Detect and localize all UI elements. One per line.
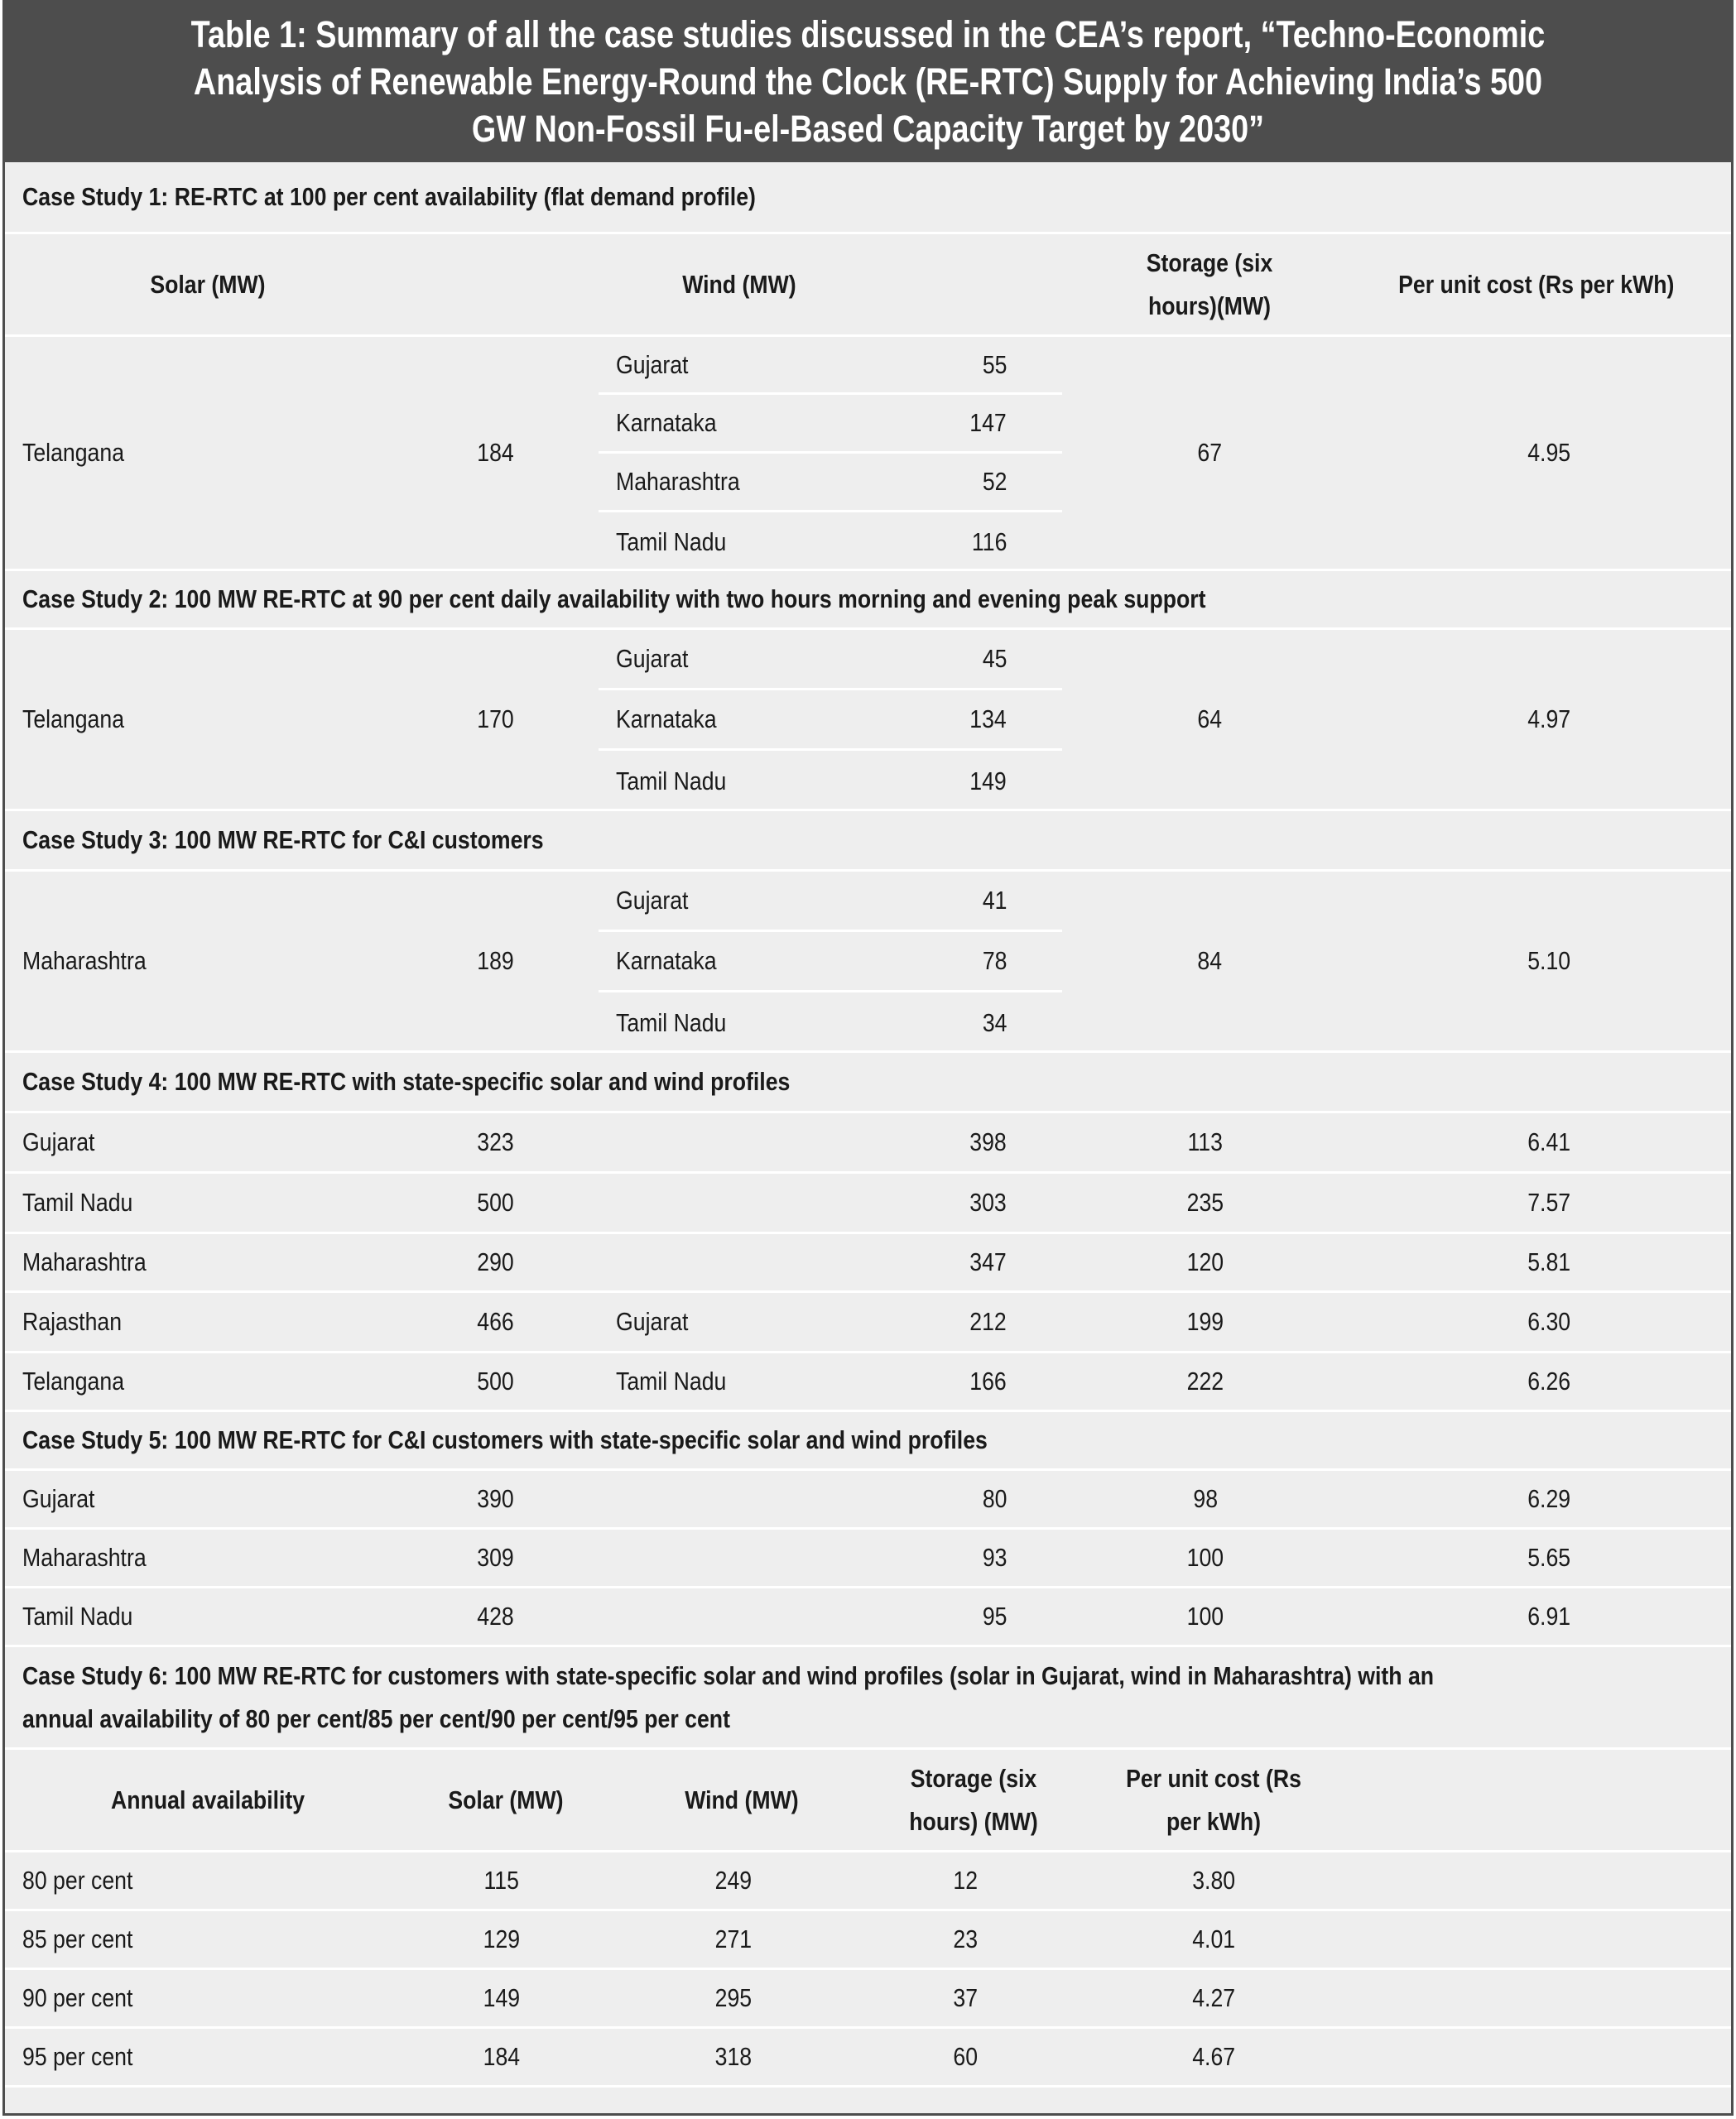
solar-state: Telangana [22, 1367, 125, 1396]
solar-mw: 323 [477, 1127, 514, 1156]
table-row [5, 1471, 1731, 1530]
wind-mw: 318 [714, 2042, 753, 2071]
unit-cost: 6.41 [1527, 1127, 1570, 1156]
col-wind-header: Wind (MW) [682, 269, 796, 299]
unit-cost: 5.10 [1527, 946, 1570, 975]
table-row [5, 1852, 1731, 1911]
header-row [5, 234, 1731, 337]
solar-mw: 390 [477, 1484, 514, 1513]
unit-cost: 5.65 [1527, 1543, 1570, 1572]
solar-state: Telangana [22, 704, 125, 733]
unit-cost: 6.91 [1527, 1602, 1570, 1631]
case-study-4-heading: Case Study 4: 100 MW RE-RTC with state-specific solar and wind profiles [5, 1053, 1731, 1113]
wind-subrow [599, 512, 1062, 571]
wind-subrow [599, 932, 1062, 992]
solar-state: Gujarat [22, 1484, 95, 1513]
col-solar-header: Solar (MW) [448, 1785, 564, 1814]
availability: 90 per cent [22, 1983, 133, 2012]
storage-mw: 235 [1186, 1188, 1224, 1217]
unit-cost: 4.97 [1527, 704, 1570, 733]
wind-state: Gujarat [616, 1307, 689, 1336]
wind-state [616, 1113, 864, 1171]
solar-mw: 184 [477, 438, 514, 467]
solar-mw: 115 [483, 1866, 520, 1895]
wind-mw: 212 [969, 1307, 1007, 1336]
wind-mw: 347 [969, 1247, 1007, 1276]
wind-state [616, 1174, 864, 1232]
solar-state: Maharashtra [22, 1543, 147, 1572]
case-study-5-heading: Case Study 5: 100 MW RE-RTC for C&I customers with state-specific solar and wind profiles [5, 1412, 1731, 1471]
solar-mw: 466 [477, 1307, 514, 1336]
wind-mw: 41 [982, 886, 1007, 915]
wind-subrow [599, 630, 1062, 690]
wind-mw: 116 [971, 526, 1007, 556]
header-row [5, 1750, 1731, 1852]
wind-subrow [599, 751, 1062, 811]
solar-state: Gujarat [22, 1127, 95, 1156]
solar-state: Tamil Nadu [22, 1602, 133, 1631]
wind-subrow [599, 872, 1062, 932]
wind-state: Tamil Nadu [616, 526, 727, 556]
case-study-6-heading: Case Study 6: 100 MW RE-RTC for customers with state-specific solar and wind profiles (solar in Gujarat, wind in Maharashtra) with an annual availability of 80 per cent/85 per cent/90 per cent/95 per cent [5, 1647, 1731, 1750]
wind-mw: 166 [969, 1367, 1007, 1396]
wind-state: Tamil Nadu [616, 1367, 727, 1396]
wind-mw: 93 [982, 1543, 1007, 1572]
wind-mw: 249 [714, 1866, 753, 1895]
table-row [5, 2029, 1731, 2088]
unit-cost: 5.81 [1527, 1247, 1570, 1276]
storage-mw: 84 [1197, 946, 1222, 975]
case-study-1-heading: Case Study 1: RE-RTC at 100 per cent availability (flat demand profile) [5, 162, 1731, 234]
wind-mw: 271 [714, 1924, 753, 1953]
solar-state: Rajasthan [22, 1307, 123, 1336]
wind-state: Tamil Nadu [616, 1007, 727, 1037]
wind-subrow [599, 690, 1062, 751]
wind-state: Karnataka [616, 408, 717, 437]
solar-state: Telangana [22, 438, 125, 467]
wind-mw: 55 [982, 349, 1007, 379]
table-row [5, 1293, 1731, 1353]
solar-state: Tamil Nadu [22, 1188, 133, 1217]
storage-mw: 120 [1186, 1247, 1224, 1276]
wind-mw: 134 [969, 704, 1007, 733]
wind-state: Gujarat [616, 644, 689, 673]
storage-mw: 113 [1187, 1127, 1224, 1156]
col-cost-header: Per unit cost (Rs per kWh) [1126, 1763, 1301, 1836]
solar-mw: 189 [477, 946, 514, 975]
col-wind-header: Wind (MW) [685, 1785, 799, 1814]
wind-subrow [599, 395, 1062, 454]
storage-mw: 12 [953, 1866, 978, 1895]
wind-state: Gujarat [616, 349, 689, 379]
table-title: Table 1: Summary of all the case studies discussed in the CEA’s report, “Techno-Economic Analysis of Renewable Energy-Round the Clock (RE-RTC) Supply for Achieving India’s 500 GW Non-Fossil Fu-el-Based Capacity Target by 2030” [5, 0, 1731, 162]
wind-state: Karnataka [616, 946, 717, 975]
table-row [5, 1530, 1731, 1588]
storage-mw: 100 [1186, 1543, 1224, 1572]
storage-mw: 64 [1197, 704, 1222, 733]
solar-mw: 149 [483, 1983, 521, 2012]
storage-mw: 67 [1197, 438, 1222, 467]
wind-state: Gujarat [616, 886, 689, 915]
storage-mw: 37 [953, 1983, 978, 2012]
table-row [5, 1113, 1731, 1174]
col-cost-header: Per unit cost (Rs per kWh) [1398, 269, 1675, 299]
solar-state: Maharashtra [22, 946, 147, 975]
wind-mw: 147 [969, 408, 1007, 437]
wind-mw: 80 [982, 1484, 1007, 1513]
unit-cost: 6.29 [1527, 1484, 1570, 1513]
unit-cost: 6.26 [1527, 1367, 1570, 1396]
wind-mw: 149 [969, 766, 1007, 795]
wind-mw: 45 [982, 644, 1007, 673]
solar-mw: 129 [483, 1924, 521, 1953]
solar-state: Maharashtra [22, 1247, 147, 1276]
storage-mw: 199 [1186, 1307, 1224, 1336]
solar-mw: 290 [477, 1247, 514, 1276]
table-row [5, 1588, 1731, 1647]
solar-mw: 500 [477, 1188, 514, 1217]
col-availability-header: Annual availability [110, 1785, 305, 1814]
unit-cost: 4.01 [1192, 1924, 1235, 1953]
solar-mw: 309 [477, 1543, 514, 1572]
wind-mw: 303 [969, 1188, 1007, 1217]
col-storage-header: Storage (six hours) (MW) [909, 1763, 1038, 1836]
table-row [5, 1911, 1731, 1970]
storage-mw: 60 [953, 2042, 978, 2071]
summary-table [2, 0, 1734, 2116]
wind-state: Karnataka [616, 704, 717, 733]
case-study-2-heading: Case Study 2: 100 MW RE-RTC at 90 per cent daily availability with two hours morning and evening peak support [5, 571, 1731, 630]
col-storage-header: Storage (six hours)(MW) [1146, 247, 1273, 320]
case-study-3-heading: Case Study 3: 100 MW RE-RTC for C&I customers [5, 811, 1731, 872]
wind-subrow [599, 454, 1062, 512]
wind-mw: 78 [982, 946, 1007, 975]
solar-mw: 184 [483, 2042, 521, 2071]
unit-cost: 4.95 [1527, 438, 1570, 467]
availability: 85 per cent [22, 1924, 133, 1953]
storage-mw: 100 [1186, 1602, 1224, 1631]
availability: 80 per cent [22, 1866, 133, 1895]
table-row [5, 1234, 1731, 1293]
table-row [5, 1174, 1731, 1234]
wind-mw: 398 [969, 1127, 1007, 1156]
wind-state [616, 1234, 864, 1290]
wind-mw: 295 [714, 1983, 753, 2012]
unit-cost: 4.27 [1192, 1983, 1235, 2012]
wind-mw: 52 [982, 467, 1007, 496]
unit-cost: 4.67 [1192, 2042, 1235, 2071]
table-row [5, 1353, 1731, 1412]
table-row [5, 1970, 1731, 2029]
wind-mw: 34 [982, 1007, 1007, 1037]
storage-mw: 98 [1193, 1484, 1218, 1513]
unit-cost: 7.57 [1527, 1188, 1570, 1217]
storage-mw: 222 [1186, 1367, 1224, 1396]
unit-cost: 6.30 [1527, 1307, 1570, 1336]
col-solar-header: Solar (MW) [150, 269, 266, 299]
wind-mw: 95 [982, 1602, 1007, 1631]
storage-mw: 23 [953, 1924, 978, 1953]
wind-subrow [599, 992, 1062, 1053]
unit-cost: 3.80 [1192, 1866, 1235, 1895]
solar-mw: 500 [477, 1367, 514, 1396]
wind-subrow [599, 337, 1062, 395]
solar-mw: 428 [477, 1602, 514, 1631]
availability: 95 per cent [22, 2042, 133, 2071]
wind-state: Tamil Nadu [616, 766, 727, 795]
wind-state: Maharashtra [616, 467, 740, 496]
solar-mw: 170 [477, 704, 514, 733]
